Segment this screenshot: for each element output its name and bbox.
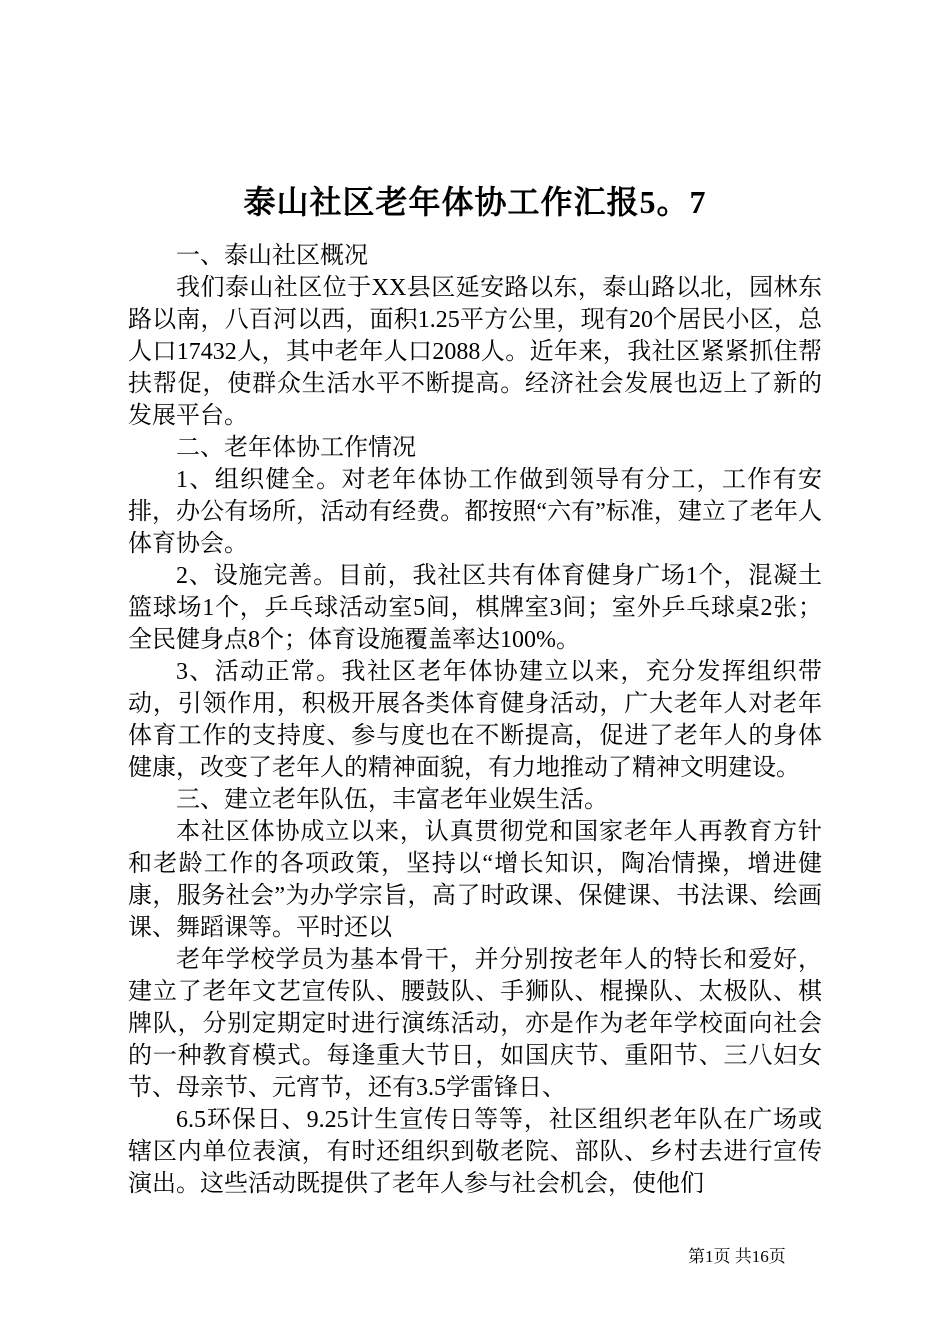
- page-footer: [688, 1246, 786, 1268]
- page-number: 第1页 共16页: [688, 1247, 786, 1266]
- paragraph-body-7: 6.5环保日、9.25计生宣传日等等，社区组织老年队在广场或辖区内单位表演，有时还组织到敬老院、部队、乡村去进行宣传演出。这些活动既提供了老年人参与社会机会，使他们: [128, 1107, 822, 1197]
- paragraph-body-3: 2、设施完善。目前，我社区共有体育健身广场1个，混凝土篮球场1个，乒乓球活动室5间，棋牌室3间；室外乒乓球桌2张；全民健身点8个；体育设施覆盖率达100%。: [128, 563, 822, 653]
- paragraph-heading-3: 三、建立老年队伍，丰富老年业娱生活。: [176, 787, 608, 813]
- paragraph-body-4: 3、活动正常。我社区老年体协建立以来，充分发挥组织带动，引领作用，积极开展各类体育健身活动，广大老年人对老年体育工作的支持度、参与度也在不断提高，促进了老年人的身体健康，改变了老年人的精神面貌，有力地推动了精神文明建设。: [128, 659, 822, 781]
- paragraph-body-5: 本社区体协成立以来，认真贯彻党和国家老年人再教育方针和老龄工作的各项政策，坚持以“增长知识，陶冶情操，增进健康，服务社会”为办学宗旨，高了时政课、保健课、书法课、绘画课、舞蹈课等。平时还以: [128, 819, 822, 941]
- document-content: [128, 182, 822, 1200]
- paragraph-heading-2: 二、老年体协工作情况: [176, 435, 416, 461]
- paragraph-body-1: 我们泰山社区位于XX县区延安路以东，泰山路以北，园林东路以南，八百河以西，面积1.25平方公里，现有20个居民小区，总人口17432人，其中老年人口2088人。近年来，我社区紧紧抓住帮扶帮促，使群众生活水平不断提高。经济社会发展也迈上了新的发展平台。: [128, 275, 822, 429]
- paragraph-body-6: 老年学校学员为基本骨干，并分别按老年人的特长和爱好，建立了老年文艺宣传队、腰鼓队、手狮队、棍操队、太极队、棋牌队，分别定期定时进行演练活动，亦是作为老年学校面向社会的一种教育模式。每逢重大节日，如国庆节、重阳节、三八妇女节、母亲节、元宵节，还有3.5学雷锋日、: [128, 947, 822, 1101]
- paragraph-heading-1: 一、泰山社区概况: [176, 243, 368, 269]
- document-title: 泰山社区老年体协工作汇报5。7: [243, 184, 707, 220]
- paragraph-body-2: 1、组织健全。对老年体协工作做到领导有分工，工作有安排，办公有场所，活动有经费。都按照“六有”标准，建立了老年人体育协会。: [128, 467, 822, 557]
